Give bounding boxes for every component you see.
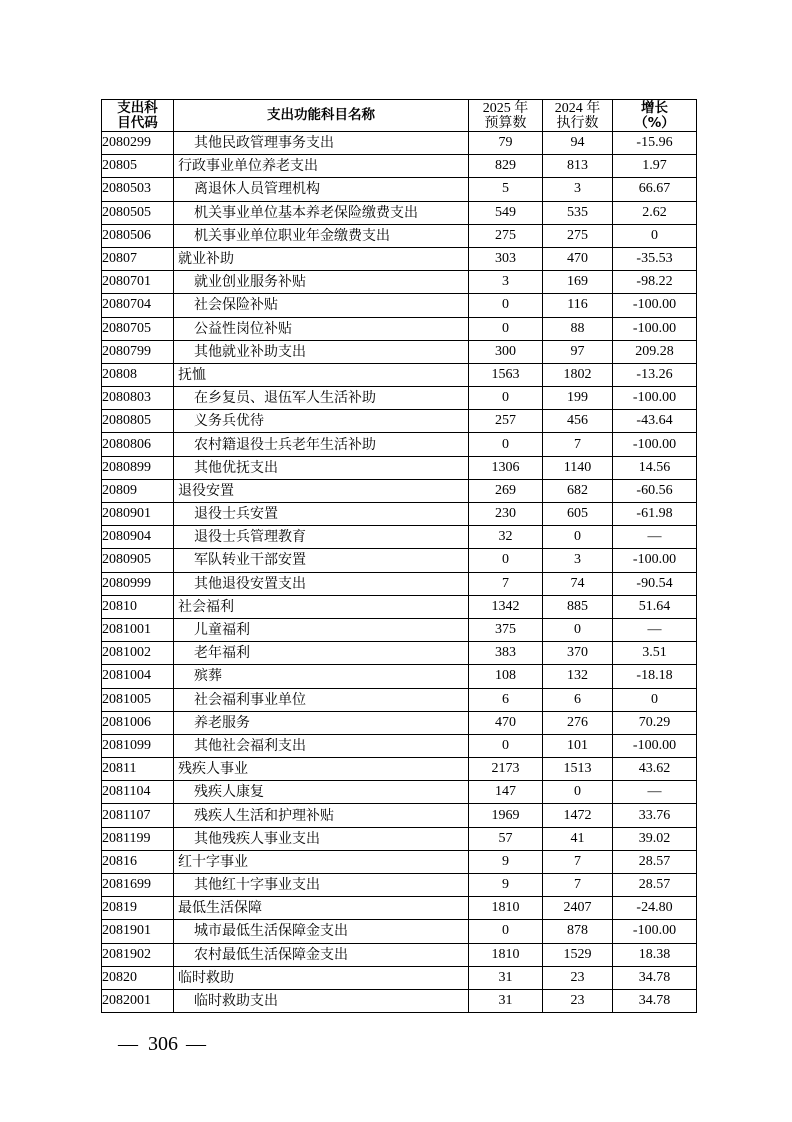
cell-code: 2080799 — [102, 340, 174, 363]
cell-name: 社会保险补贴 — [174, 294, 469, 317]
cell-exec-2024: 276 — [543, 711, 613, 734]
cell-name: 退役士兵安置 — [174, 503, 469, 526]
cell-code: 2080805 — [102, 410, 174, 433]
cell-code: 2081001 — [102, 618, 174, 641]
header-budget-2025: 2025 年 预算数 — [469, 100, 543, 132]
cell-growth: -60.56 — [613, 479, 697, 502]
cell-growth: -18.18 — [613, 665, 697, 688]
cell-growth: 70.29 — [613, 711, 697, 734]
cell-growth: -43.64 — [613, 410, 697, 433]
table-row — [102, 526, 697, 549]
cell-name: 儿童福利 — [174, 618, 469, 641]
cell-code: 2082001 — [102, 989, 174, 1012]
cell-exec-2024: 3 — [543, 178, 613, 201]
cell-growth: 1.97 — [613, 155, 697, 178]
table-row — [102, 665, 697, 688]
cell-growth: -100.00 — [613, 734, 697, 757]
cell-exec-2024: 23 — [543, 966, 613, 989]
cell-growth: 28.57 — [613, 850, 697, 873]
budget-table — [101, 99, 697, 1013]
cell-growth: -100.00 — [613, 294, 697, 317]
table-row — [102, 317, 697, 340]
cell-code: 2081199 — [102, 827, 174, 850]
cell-growth: -100.00 — [613, 317, 697, 340]
table-row — [102, 572, 697, 595]
table-row — [102, 711, 697, 734]
cell-exec-2024: 1802 — [543, 363, 613, 386]
cell-exec-2024: 682 — [543, 479, 613, 502]
cell-exec-2024: 199 — [543, 387, 613, 410]
cell-name: 退役士兵管理教育 — [174, 526, 469, 549]
table-body — [102, 132, 697, 1013]
cell-code: 2080506 — [102, 224, 174, 247]
cell-name: 社会福利事业单位 — [174, 688, 469, 711]
cell-budget-2025: 79 — [469, 132, 543, 155]
cell-name: 临时救助 — [174, 966, 469, 989]
cell-exec-2024: 275 — [543, 224, 613, 247]
cell-exec-2024: 1529 — [543, 943, 613, 966]
table-row — [102, 734, 697, 757]
cell-name: 养老服务 — [174, 711, 469, 734]
cell-budget-2025: 1810 — [469, 897, 543, 920]
cell-code: 2080899 — [102, 456, 174, 479]
table-row — [102, 549, 697, 572]
cell-name: 其他红十字事业支出 — [174, 874, 469, 897]
cell-exec-2024: 6 — [543, 688, 613, 711]
cell-code: 2080704 — [102, 294, 174, 317]
cell-growth: 3.51 — [613, 642, 697, 665]
cell-budget-2025: 108 — [469, 665, 543, 688]
cell-code: 2080901 — [102, 503, 174, 526]
cell-exec-2024: 7 — [543, 850, 613, 873]
cell-code: 2080705 — [102, 317, 174, 340]
table-row — [102, 363, 697, 386]
cell-code: 20810 — [102, 595, 174, 618]
cell-name: 其他退役安置支出 — [174, 572, 469, 595]
cell-exec-2024: 169 — [543, 271, 613, 294]
cell-growth: -35.53 — [613, 247, 697, 270]
cell-code: 20816 — [102, 850, 174, 873]
header-growth: 增长 （%） — [613, 100, 697, 132]
cell-growth: 33.76 — [613, 804, 697, 827]
cell-exec-2024: 74 — [543, 572, 613, 595]
cell-growth: 2.62 — [613, 201, 697, 224]
cell-growth: 0 — [613, 688, 697, 711]
cell-exec-2024: 0 — [543, 781, 613, 804]
cell-code: 2080806 — [102, 433, 174, 456]
header-name: 支出功能科目名称 — [174, 100, 469, 132]
cell-code: 2081902 — [102, 943, 174, 966]
cell-budget-2025: 32 — [469, 526, 543, 549]
cell-exec-2024: 535 — [543, 201, 613, 224]
cell-exec-2024: 97 — [543, 340, 613, 363]
cell-name: 农村最低生活保障金支出 — [174, 943, 469, 966]
cell-exec-2024: 1472 — [543, 804, 613, 827]
table-row — [102, 943, 697, 966]
table-row — [102, 781, 697, 804]
table-row — [102, 271, 697, 294]
cell-budget-2025: 6 — [469, 688, 543, 711]
cell-exec-2024: 878 — [543, 920, 613, 943]
cell-budget-2025: 300 — [469, 340, 543, 363]
cell-code: 2081002 — [102, 642, 174, 665]
table-row — [102, 340, 697, 363]
cell-growth: -100.00 — [613, 549, 697, 572]
cell-exec-2024: 94 — [543, 132, 613, 155]
cell-name: 残疾人事业 — [174, 758, 469, 781]
cell-name: 临时救助支出 — [174, 989, 469, 1012]
table-row — [102, 410, 697, 433]
cell-exec-2024: 885 — [543, 595, 613, 618]
table-row — [102, 178, 697, 201]
cell-budget-2025: 31 — [469, 966, 543, 989]
table-row — [102, 966, 697, 989]
table-row — [102, 688, 697, 711]
table-row — [102, 595, 697, 618]
cell-name: 退役安置 — [174, 479, 469, 502]
cell-code: 20805 — [102, 155, 174, 178]
cell-name: 离退休人员管理机构 — [174, 178, 469, 201]
cell-name: 机关事业单位职业年金缴费支出 — [174, 224, 469, 247]
header-code: 支出科 目代码 — [102, 100, 174, 132]
cell-name: 城市最低生活保障金支出 — [174, 920, 469, 943]
cell-growth: -98.22 — [613, 271, 697, 294]
cell-budget-2025: 303 — [469, 247, 543, 270]
table-row — [102, 897, 697, 920]
cell-budget-2025: 5 — [469, 178, 543, 201]
cell-exec-2024: 41 — [543, 827, 613, 850]
cell-budget-2025: 0 — [469, 294, 543, 317]
table-row — [102, 827, 697, 850]
cell-budget-2025: 9 — [469, 874, 543, 897]
cell-name: 行政事业单位养老支出 — [174, 155, 469, 178]
cell-name: 抚恤 — [174, 363, 469, 386]
cell-growth: -15.96 — [613, 132, 697, 155]
cell-budget-2025: 375 — [469, 618, 543, 641]
cell-growth: 28.57 — [613, 874, 697, 897]
cell-name: 义务兵优待 — [174, 410, 469, 433]
cell-budget-2025: 257 — [469, 410, 543, 433]
cell-name: 就业创业服务补贴 — [174, 271, 469, 294]
cell-exec-2024: 0 — [543, 526, 613, 549]
cell-code: 2080905 — [102, 549, 174, 572]
cell-growth: 66.67 — [613, 178, 697, 201]
cell-budget-2025: 0 — [469, 549, 543, 572]
table-row — [102, 804, 697, 827]
cell-code: 2080803 — [102, 387, 174, 410]
cell-name: 殡葬 — [174, 665, 469, 688]
table-row — [102, 989, 697, 1012]
cell-budget-2025: 0 — [469, 387, 543, 410]
cell-code: 2080999 — [102, 572, 174, 595]
cell-name: 残疾人生活和护理补贴 — [174, 804, 469, 827]
cell-growth: 51.64 — [613, 595, 697, 618]
cell-code: 20808 — [102, 363, 174, 386]
cell-growth: — — [613, 781, 697, 804]
cell-growth: — — [613, 618, 697, 641]
cell-code: 2080299 — [102, 132, 174, 155]
cell-name: 残疾人康复 — [174, 781, 469, 804]
cell-budget-2025: 0 — [469, 920, 543, 943]
table-header — [102, 100, 697, 132]
cell-code: 2080503 — [102, 178, 174, 201]
page-number-dash-right: — — [186, 1033, 206, 1055]
cell-exec-2024: 116 — [543, 294, 613, 317]
cell-name: 其他民政管理事务支出 — [174, 132, 469, 155]
cell-budget-2025: 383 — [469, 642, 543, 665]
cell-growth: 34.78 — [613, 989, 697, 1012]
cell-budget-2025: 57 — [469, 827, 543, 850]
cell-code: 2081699 — [102, 874, 174, 897]
cell-name: 公益性岗位补贴 — [174, 317, 469, 340]
cell-name: 其他优抚支出 — [174, 456, 469, 479]
table-row — [102, 294, 697, 317]
cell-exec-2024: 1513 — [543, 758, 613, 781]
cell-budget-2025: 0 — [469, 433, 543, 456]
cell-growth: -100.00 — [613, 387, 697, 410]
table-row — [102, 132, 697, 155]
cell-budget-2025: 31 — [469, 989, 543, 1012]
cell-growth: -100.00 — [613, 433, 697, 456]
cell-budget-2025: 549 — [469, 201, 543, 224]
table-row — [102, 201, 697, 224]
cell-name: 就业补助 — [174, 247, 469, 270]
cell-code: 2081004 — [102, 665, 174, 688]
cell-exec-2024: 23 — [543, 989, 613, 1012]
cell-exec-2024: 132 — [543, 665, 613, 688]
cell-exec-2024: 88 — [543, 317, 613, 340]
cell-code: 2081107 — [102, 804, 174, 827]
cell-budget-2025: 0 — [469, 317, 543, 340]
cell-growth: 0 — [613, 224, 697, 247]
cell-growth: — — [613, 526, 697, 549]
cell-budget-2025: 275 — [469, 224, 543, 247]
cell-code: 2081005 — [102, 688, 174, 711]
table-row — [102, 874, 697, 897]
table-row — [102, 920, 697, 943]
cell-code: 20809 — [102, 479, 174, 502]
cell-growth: -13.26 — [613, 363, 697, 386]
cell-budget-2025: 1342 — [469, 595, 543, 618]
table-row — [102, 642, 697, 665]
cell-code: 2081104 — [102, 781, 174, 804]
cell-budget-2025: 1306 — [469, 456, 543, 479]
cell-exec-2024: 813 — [543, 155, 613, 178]
cell-budget-2025: 2173 — [469, 758, 543, 781]
cell-growth: -61.98 — [613, 503, 697, 526]
cell-name: 军队转业干部安置 — [174, 549, 469, 572]
cell-code: 2080505 — [102, 201, 174, 224]
table-row — [102, 387, 697, 410]
cell-growth: -100.00 — [613, 920, 697, 943]
cell-exec-2024: 7 — [543, 874, 613, 897]
table-row — [102, 155, 697, 178]
cell-code: 20811 — [102, 758, 174, 781]
table-row — [102, 247, 697, 270]
cell-budget-2025: 1563 — [469, 363, 543, 386]
cell-budget-2025: 829 — [469, 155, 543, 178]
cell-name: 其他就业补助支出 — [174, 340, 469, 363]
cell-name: 农村籍退役士兵老年生活补助 — [174, 433, 469, 456]
cell-name: 其他社会福利支出 — [174, 734, 469, 757]
cell-budget-2025: 269 — [469, 479, 543, 502]
cell-name: 最低生活保障 — [174, 897, 469, 920]
cell-budget-2025: 3 — [469, 271, 543, 294]
cell-exec-2024: 370 — [543, 642, 613, 665]
header-exec-2024: 2024 年 执行数 — [543, 100, 613, 132]
cell-budget-2025: 470 — [469, 711, 543, 734]
cell-budget-2025: 230 — [469, 503, 543, 526]
cell-exec-2024: 101 — [543, 734, 613, 757]
cell-budget-2025: 0 — [469, 734, 543, 757]
cell-code: 2081099 — [102, 734, 174, 757]
cell-growth: 209.28 — [613, 340, 697, 363]
cell-exec-2024: 456 — [543, 410, 613, 433]
table-row — [102, 850, 697, 873]
cell-exec-2024: 1140 — [543, 456, 613, 479]
table-row — [102, 618, 697, 641]
cell-growth: -90.54 — [613, 572, 697, 595]
cell-name: 老年福利 — [174, 642, 469, 665]
cell-growth: 43.62 — [613, 758, 697, 781]
cell-exec-2024: 7 — [543, 433, 613, 456]
cell-budget-2025: 7 — [469, 572, 543, 595]
cell-exec-2024: 3 — [543, 549, 613, 572]
page-number-dash-left: — — [118, 1033, 138, 1055]
cell-budget-2025: 1969 — [469, 804, 543, 827]
cell-code: 2080701 — [102, 271, 174, 294]
table-row — [102, 433, 697, 456]
cell-name: 红十字事业 — [174, 850, 469, 873]
cell-exec-2024: 605 — [543, 503, 613, 526]
cell-growth: 18.38 — [613, 943, 697, 966]
cell-growth: 39.02 — [613, 827, 697, 850]
table-row — [102, 479, 697, 502]
table-row — [102, 503, 697, 526]
cell-name: 社会福利 — [174, 595, 469, 618]
cell-budget-2025: 147 — [469, 781, 543, 804]
page-number: 306 — [148, 1033, 178, 1055]
cell-code: 20820 — [102, 966, 174, 989]
cell-code: 20819 — [102, 897, 174, 920]
cell-budget-2025: 1810 — [469, 943, 543, 966]
cell-exec-2024: 2407 — [543, 897, 613, 920]
cell-code: 2080904 — [102, 526, 174, 549]
cell-code: 2081901 — [102, 920, 174, 943]
cell-growth: -24.80 — [613, 897, 697, 920]
cell-exec-2024: 0 — [543, 618, 613, 641]
cell-code: 2081006 — [102, 711, 174, 734]
table-row — [102, 224, 697, 247]
cell-code: 20807 — [102, 247, 174, 270]
cell-name: 机关事业单位基本养老保险缴费支出 — [174, 201, 469, 224]
cell-growth: 34.78 — [613, 966, 697, 989]
cell-name: 在乡复员、退伍军人生活补助 — [174, 387, 469, 410]
cell-growth: 14.56 — [613, 456, 697, 479]
table-row — [102, 758, 697, 781]
cell-name: 其他残疾人事业支出 — [174, 827, 469, 850]
cell-exec-2024: 470 — [543, 247, 613, 270]
table-row — [102, 456, 697, 479]
cell-budget-2025: 9 — [469, 850, 543, 873]
